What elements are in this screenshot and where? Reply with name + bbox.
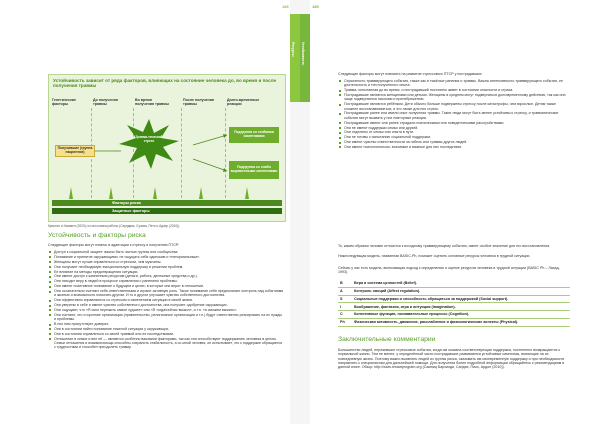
left-bullet-item: Ее влияние на методы предотвращения ситуации. bbox=[48, 270, 284, 274]
left-bullet-item: Они считают, что сторонние организации (правительство, религиозные организации и т.п.) будут ответственно реагировать на их нужды и проблемы. bbox=[48, 313, 284, 322]
mnemonic-key: B bbox=[338, 280, 352, 287]
right-bullet-item: Они имеют чувство ответственности за гибель или травмы других людей. bbox=[338, 140, 570, 144]
risk-factors-bar: Факторы риска bbox=[52, 200, 282, 206]
mnemonic-row bbox=[338, 303, 570, 311]
persistent-symptoms-box: Подгруппа со стойкими симптомами bbox=[229, 127, 279, 143]
mnemonic-row bbox=[338, 311, 570, 319]
mild-symptoms-box: Подгруппа со слабо выраженными симптомами bbox=[229, 161, 279, 179]
left-bullet-item: Они ощущают, что «Я смог пережить самое худшее» или «Я тогда/сейчас выжил», и т.п. «я сможем выжить». bbox=[48, 308, 284, 312]
left-bullet-item: Они имеют доступ к жизненным ресурсам (деньги, работа, денежные средства и др.). bbox=[48, 274, 284, 278]
left-bullet-item: Женщины могут лучше справляться со стрессом, чем мужчины. bbox=[48, 260, 284, 264]
tab-right-label: Устойчивость bbox=[301, 42, 305, 66]
left-bullet-item: В них ним присутствует доверие. bbox=[48, 322, 284, 326]
mnemonic-intro: Сейчас у нас есть модель, включающая подход к определению и оценке ресурсов человека в трудной ситуации (BASIC Ph – Лахад, 1993). bbox=[338, 266, 560, 275]
mnemonic-row bbox=[338, 280, 570, 287]
closing-text: Большинство людей, переживших стрессовые события, когда им оказана соответствующая поддержка, постепенно возвращаются к нормальной жизни. Тем не менее, у определённой части пострадавших развиваются устойчивые симптомы, влияющие на их повседневную жизнь. Поэтому важно выявлять людей из группы риска, оказывать им своевременную поддержку и при необходимости направлять к специалистам для дальнейшей помощи. Для получения более подробной информации обращайтесь к рекомендациям в данной книге. Обзор: http://www.restartprogram.org (Сампиц Бархиоди, Сандих, Пико, Ардон (2010)). bbox=[338, 348, 565, 370]
col-header-during: Во время получения травмы bbox=[135, 98, 169, 106]
mnemonic-row bbox=[338, 318, 570, 326]
mnemonic-value: Вера и система ценностей (Belief). bbox=[352, 280, 570, 287]
mnemonic-key: S bbox=[338, 295, 352, 303]
left-bullet-item: Доступ к социальной защите: важно быть частью группы или сообщества. bbox=[48, 250, 284, 254]
right-note-2: Нижеследующая модель, названная BASIC-Ph, поможет оценить основные ресурсы человека в трудной ситуации. bbox=[338, 254, 531, 258]
right-bullet-item: Пострадавшие имеют или ранее страдали психическими или поведенческими расстройствами. bbox=[338, 121, 570, 125]
trauma-label: Травма-тический стресс bbox=[135, 135, 163, 143]
page-number-right: 185 bbox=[312, 4, 319, 9]
col-header-longterm: Долго-временные реакции bbox=[227, 98, 260, 106]
left-bullet-item: Они в состоянии справляться со своей травмой или ее последствиями. bbox=[48, 332, 284, 336]
chapter-tab-left bbox=[290, 14, 300, 102]
left-bullet-list bbox=[48, 250, 284, 350]
left-intro: Следующие факторы могут помочь в адаптации к стрессу и получению ПТСР: bbox=[48, 243, 180, 247]
chapter-tab-right bbox=[300, 14, 310, 102]
basic-ph-table bbox=[338, 280, 570, 327]
left-bullet-item: Они получают необходимую эмоциональную поддержку в решении проблем. bbox=[48, 265, 284, 269]
mnemonic-value: Физическая активность, движение, расслабление и физиологические аспекты (Physical). bbox=[352, 318, 570, 326]
trauma-burst bbox=[119, 119, 179, 169]
right-bullet-item: Пострадавшие являются ребёнком. Дети обычно больше подвержены стрессу после катастрофы, чем взрослые. Детям также сложнее восстанавливаться, и это также для них стресс. bbox=[338, 102, 570, 111]
left-bullet-item: Они эффективно справляются со стрессом и изменением ситуации в своей жизни. bbox=[48, 298, 284, 302]
mnemonic-value: Контроль эмоций (Affect regulation). bbox=[352, 287, 570, 295]
mnemonic-key: I bbox=[338, 303, 352, 311]
tab-left-label: Ресурсы bbox=[291, 42, 295, 57]
right-bullet-list bbox=[338, 79, 570, 150]
right-bullet-item: Они не имеют поддержки семьи или друзей. bbox=[338, 126, 570, 130]
left-bullet-item: Они в состоянии найти понимание тяжелой ситуации у окружающих. bbox=[48, 327, 284, 331]
right-note: То, каким образом человек относится к исходному травмирующему событию, имеет особое значение для его восстановления. bbox=[338, 244, 551, 248]
mnemonic-key: Ph bbox=[338, 318, 352, 326]
mnemonic-key: C bbox=[338, 311, 352, 319]
mnemonic-value: Социальные поддержки и способность обращаться за поддержкой (Social support). bbox=[352, 295, 570, 303]
upward-arrows bbox=[49, 181, 287, 199]
right-bullet-item: Пострадавшие ранее или имели опыт получения травмы. Такие люди могут быть менее устойчивы к стрессу, и травматические события могут вызвать у них повторные реакции. bbox=[338, 111, 570, 120]
right-bullet-item: Травма, испытанная до во время, и пострадавший постоянно живет в состоянии опасности и страха. bbox=[338, 88, 570, 92]
right-bullet-item: Серьезность травмирующего события, также как и тяжёлые ранения и травмы. Важна интенсивность травмирующего события, ее длительность и тип полученного опыта. bbox=[338, 79, 570, 88]
col-header-after: После получения травмы bbox=[183, 98, 215, 106]
mnemonic-row bbox=[338, 287, 570, 295]
infographic-caption: Кристал и Ньюмен (2003); из источника работы (Саундвик, Сузова, Пето и Адзер (2010)). bbox=[48, 224, 181, 228]
right-bullet-item: Они отделены от семьи или опыта в пути. bbox=[338, 130, 570, 134]
patient-group-box: Получившие (группа пациентов) bbox=[55, 145, 95, 157]
left-bullet-item: Понимание и принятие окружающими: не ощущать себя одиноким и «ненормальным». bbox=[48, 255, 284, 259]
infographic-title: Устойчивость зависит от ряда факторов, влияющих на состояние человека до, во время и после получения травмы bbox=[53, 78, 277, 89]
right-bullet-item: Они не готовы к испытанию социальной поддержки. bbox=[338, 135, 570, 139]
left-bullet-item: Они имеют позитивное понимание о будущем и целях, в которые они верят в отношении. bbox=[48, 284, 284, 288]
col-header-before: До получения травмы bbox=[93, 98, 118, 106]
protective-factors-bar: Защитные факторы bbox=[52, 208, 282, 214]
col-header-genetic: Генетические факторы bbox=[52, 98, 76, 106]
mnemonic-row bbox=[338, 295, 570, 303]
mnemonic-value: Когнитивные функции, познавательные процессы (Cognition). bbox=[352, 311, 570, 319]
burst-shape bbox=[119, 119, 179, 169]
section-heading-resilience: Устойчивость и факторы риска bbox=[48, 232, 146, 239]
left-bullet-item: Они осознательно считают себя ответственными и играют активную роль. Такое понимание себя предполагает контроль над событиями и жизнью и возможность помогать другим. И то и другое улучшает чувство собственного достоинства. bbox=[48, 289, 284, 298]
left-bullet-item: Они находят веру в людей в процессе справления с ранением проблемы. bbox=[48, 279, 284, 283]
left-bullet-item: Отношение в семье и вне её — являются особенно важными факторами, так как они способствуют поддержанию человека в целом. Семьи отношения и взаимопомощь способны сохранить стабильность, а со мной человек, он испытывает, что к поддержке обращается с трудностями и способен преодолеть травму. bbox=[48, 337, 284, 350]
mnemonic-key: A bbox=[338, 287, 352, 295]
right-intro: Следующие факторы могут повлиять на развитие стрессового ПТСР у пострадавших: bbox=[338, 72, 483, 76]
mnemonic-value: Воображение, фантазия, игра и интуиция (Imagination). bbox=[352, 303, 570, 311]
closing-heading: Заключительные комментарии bbox=[338, 336, 436, 343]
right-bullet-item: Они имеют психологически, значимые и важные для них последствия. bbox=[338, 145, 570, 149]
left-bullet-item: Они уверены в себе и имеют чувство собственного достоинства, она получает одобрение окружающих. bbox=[48, 303, 284, 307]
page-number-left: 186 bbox=[282, 4, 289, 9]
right-bullet-item: Пострадавшие являются женщинами или детьми. Женщины в среднем могут подвергаться долговременному действию, так как они чаще подвергаются насилию и пренебрежению. bbox=[338, 93, 570, 102]
